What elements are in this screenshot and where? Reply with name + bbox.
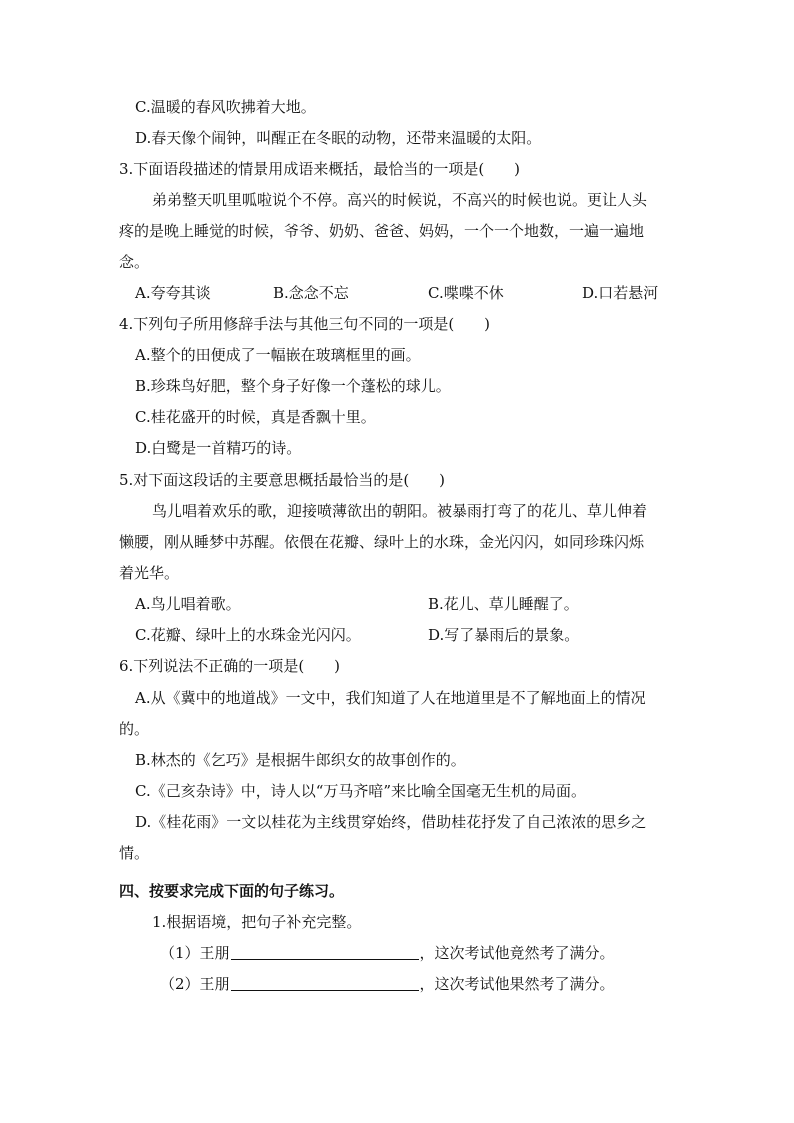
q5-passage-line: 着光华。 [119,564,180,582]
q5-stem: 5.对下面这段话的主要意思概括最恰当的是( ) [119,471,446,489]
q5-option-d: D.写了暴雨后的景象。 [428,626,580,644]
q5-option-b: B.花儿、草儿睡醒了。 [428,595,579,613]
sentence-suffix: ，这次考试他竟然考了满分。 [419,944,615,962]
fill-in-sentence-2 [160,974,615,994]
q5-passage-line: 懒腰，刚从睡梦中苏醒。依偎在花瓣、绿叶上的水珠，金光闪闪，如同珍珠闪烁 [119,533,645,551]
q3-option-a: A.夸夸其谈 [135,284,211,302]
sentence-suffix: ，这次考试他果然考了满分。 [419,975,615,993]
q4-stem: 4.下列句子所用修辞手法与其他三句不同的一项是( ) [119,315,491,333]
q3-stem: 3.下面语段描述的情景用成语来概括，最恰当的一项是( ) [119,160,521,178]
fill-in-sentence-1 [160,943,615,963]
q3-passage-line: 念。 [119,253,150,271]
q5-passage-line: 鸟儿唱着欢乐的歌，迎接喷薄欲出的朝阳。被暴雨打弯了的花儿、草儿伸着 [152,502,648,520]
answer-blank[interactable] [231,945,419,960]
q3-option-c: C.喋喋不休 [428,284,504,302]
q3-option-d: D.口若悬河 [582,284,659,302]
q6-stem: 6.下列说法不正确的一项是( ) [119,657,341,675]
q6-option-a: A.从《冀中的地道战》一文中，我们知道了人在地道里是不了解地面上的情况 [135,689,646,707]
q4-option-b: B.珍珠鸟好肥，整个身子好像一个蓬松的球儿。 [135,377,451,395]
sentence-prefix: （1）王朋 [160,944,230,962]
q4-option-c: C.桂花盛开的时候，真是香飘十里。 [135,408,376,426]
section-heading: 四、按要求完成下面的句子练习。 [119,882,345,900]
q3-option-b: B.念念不忘 [273,284,349,302]
q6-option-b: B.林杰的《乞巧》是根据牛郎织女的故事创作的。 [135,751,466,769]
answer-blank[interactable] [231,976,419,991]
q6-option-c: C.《己亥杂诗》中，诗人以“万马齐喑”来比喻全国毫无生机的局面。 [135,782,587,800]
q4-option-d: D.白鹭是一首精巧的诗。 [135,439,302,457]
exercise-instruction: 1.根据语境，把句子补充完整。 [152,913,362,931]
q3-passage-line: 疼的是晚上睡觉的时候，爷爷、奶奶、爸爸、妈妈，一个一个地数，一遍一遍地 [119,222,645,240]
q3-passage-line: 弟弟整天叽里呱啦说个不停。高兴的时候说，不高兴的时候也说。更让人头 [152,191,648,209]
sentence-prefix: （2）王朋 [160,975,230,993]
q6-option-d: D.《桂花雨》一文以桂花为主线贯穿始终，借助桂花抒发了自己浓浓的思乡之 [135,813,647,831]
q6-option-a-cont: 的。 [119,720,150,738]
q2-option-c: C.温暖的春风吹拂着大地。 [135,98,316,116]
q5-option-a: A.鸟儿唱着歌。 [135,595,241,613]
q4-option-a: A.整个的田便成了一幅嵌在玻璃框里的画。 [135,346,421,364]
q2-option-d: D.春天像个闹钟，叫醒正在冬眠的动物，还带来温暖的太阳。 [135,129,542,147]
q6-option-d-cont: 情。 [119,844,150,862]
q5-option-c: C.花瓣、绿叶上的水珠金光闪闪。 [135,626,361,644]
